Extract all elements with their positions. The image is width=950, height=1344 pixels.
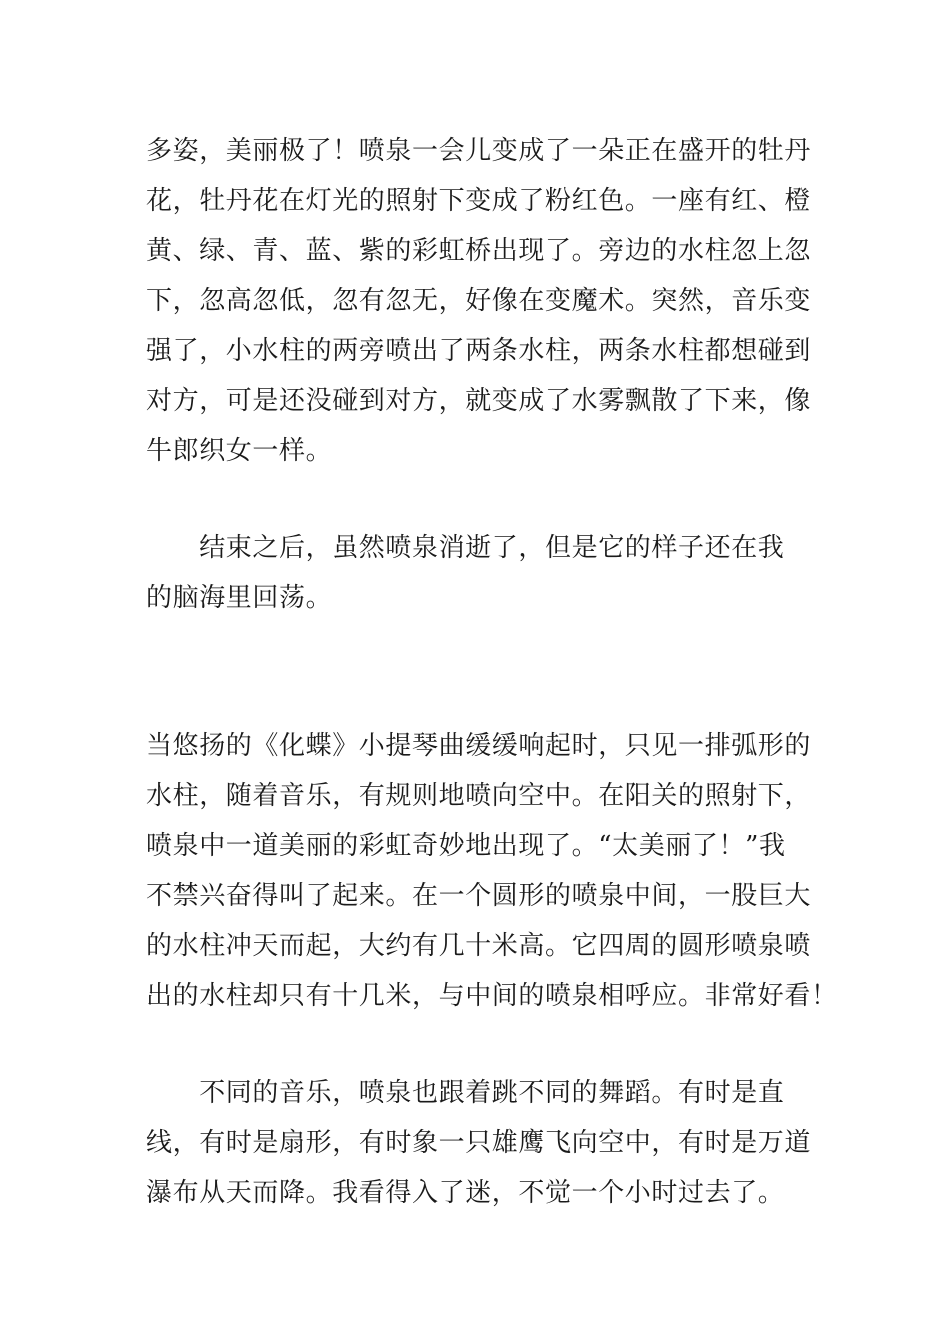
text-line: 花，牡丹花在灯光的照射下变成了粉红色。一座有红、橙 (146, 186, 812, 216)
text-line: 当悠扬的《化蝶》小提琴曲缓缓响起时，只见一排弧形的 (146, 731, 812, 761)
text-line: 牛郎织女一样。 (146, 436, 333, 466)
text-line: 不同的音乐，喷泉也跟着跳不同的舞蹈。有时是直 (146, 1078, 785, 1108)
text-line: 水柱，随着音乐，有规则地喷向空中。在阳关的照射下， (146, 781, 812, 811)
paragraph-butterfly-music (146, 721, 838, 1021)
text-line: 喷泉中一道美丽的彩虹奇妙地出现了。“太美丽了！”我 (146, 831, 786, 861)
paragraph-ending (146, 523, 818, 623)
text-line: 对方，可是还没碰到对方，就变成了水雾飘散了下来，像 (146, 386, 812, 416)
text-line: 的脑海里回荡。 (146, 583, 333, 613)
text-line: 多姿，美丽极了！喷泉一会儿变成了一朵正在盛开的牡丹 (146, 136, 812, 166)
text-line: 结束之后，虽然喷泉消逝了，但是它的样子还在我 (146, 533, 785, 563)
text-line: 线，有时是扇形，有时象一只雄鹰飞向空中，有时是万道 (146, 1128, 812, 1158)
text-line: 的水柱冲天而起，大约有几十米高。它四周的圆形喷泉喷 (146, 931, 812, 961)
paragraph-dancing-fountain (146, 1068, 818, 1218)
text-line: 出的水柱却只有十几米，与中间的喷泉相呼应。非常好看！ (146, 981, 838, 1011)
text-line: 下，忽高忽低，忽有忽无，好像在变魔术。突然，音乐变 (146, 286, 812, 316)
text-line: 瀑布从天而降。我看得入了迷，不觉一个小时过去了。 (146, 1178, 785, 1208)
text-line: 黄、绿、青、蓝、紫的彩虹桥出现了。旁边的水柱忽上忽 (146, 236, 812, 266)
paragraph-fountain-shapes (146, 126, 818, 476)
text-line: 强了，小水柱的两旁喷出了两条水柱，两条水柱都想碰到 (146, 336, 812, 366)
text-line: 不禁兴奋得叫了起来。在一个圆形的喷泉中间，一股巨大 (146, 881, 812, 911)
